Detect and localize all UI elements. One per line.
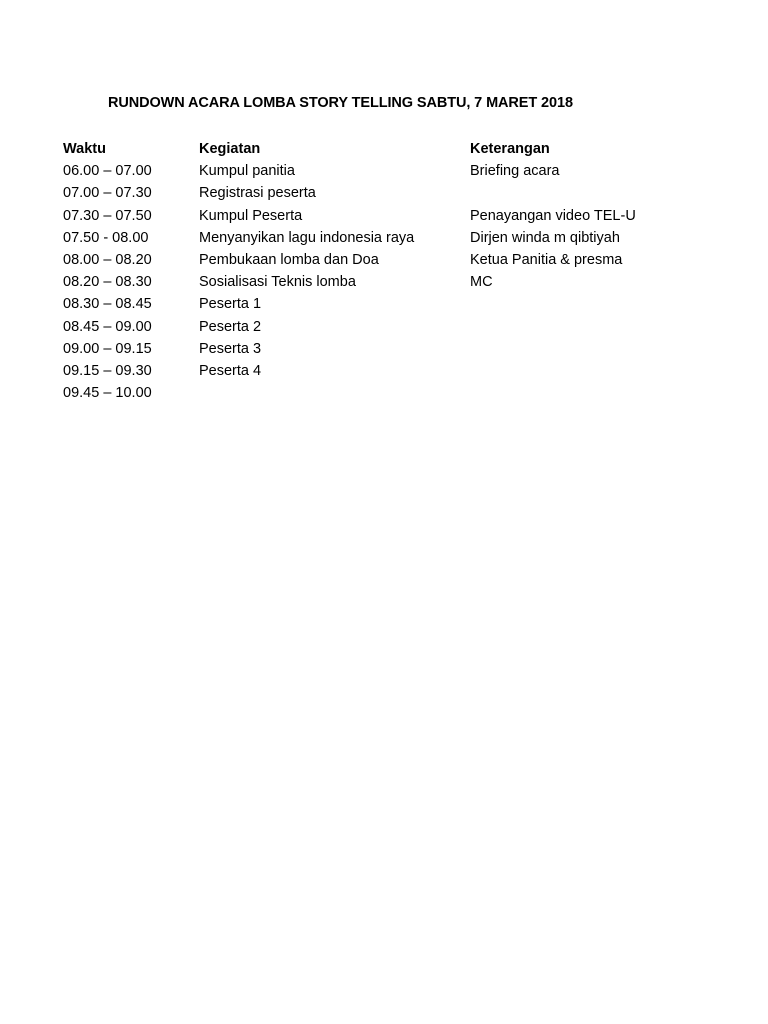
table-row bbox=[63, 249, 670, 271]
cell-note bbox=[470, 382, 670, 404]
cell-activity: Kumpul Peserta bbox=[199, 207, 303, 224]
cell-time: 09.45 – 10.00 bbox=[63, 385, 152, 402]
cell-note: MC bbox=[470, 274, 493, 291]
cell-time: 09.00 – 09.15 bbox=[63, 340, 152, 357]
cell-activity: Pembukaan lomba dan Doa bbox=[199, 252, 379, 269]
table-row bbox=[63, 205, 670, 227]
cell-activity: Peserta 3 bbox=[199, 340, 262, 357]
cell-note: Ketua Panitia & presma bbox=[470, 252, 623, 269]
header-note: Keterangan bbox=[470, 141, 550, 157]
cell-activity: Kumpul panitia bbox=[199, 163, 295, 180]
cell-time: 07.50 - 08.00 bbox=[63, 229, 149, 246]
cell-time: 06.00 – 07.00 bbox=[63, 163, 152, 180]
cell-time: 08.45 – 09.00 bbox=[63, 318, 152, 335]
header-activity: Kegiatan bbox=[199, 141, 261, 157]
cell-note bbox=[470, 293, 670, 315]
cell-note: Penayangan video TEL-U bbox=[470, 207, 636, 224]
table-row bbox=[63, 160, 670, 182]
table-row bbox=[63, 360, 670, 382]
cell-activity: Menyanyikan lagu indonesia raya bbox=[199, 229, 415, 246]
cell-note bbox=[470, 182, 670, 204]
cell-note: Briefing acara bbox=[470, 163, 560, 180]
cell-note bbox=[470, 338, 670, 360]
cell-activity: Registrasi peserta bbox=[199, 185, 316, 202]
table-row bbox=[63, 382, 670, 404]
table-row bbox=[63, 316, 670, 338]
cell-activity bbox=[199, 382, 470, 404]
cell-note: Dirjen winda m qibtiyah bbox=[470, 229, 620, 246]
cell-time: 07.30 – 07.50 bbox=[63, 207, 152, 224]
cell-time: 08.00 – 08.20 bbox=[63, 252, 152, 269]
cell-activity: Sosialisasi Teknis lomba bbox=[199, 274, 356, 291]
cell-time: 09.15 – 09.30 bbox=[63, 363, 152, 380]
table-row bbox=[63, 338, 670, 360]
cell-activity: Peserta 1 bbox=[199, 296, 262, 313]
cell-activity: Peserta 2 bbox=[199, 318, 262, 335]
cell-time: 07.00 – 07.30 bbox=[63, 185, 152, 202]
table-header-row bbox=[63, 138, 670, 160]
table-row bbox=[63, 182, 670, 204]
table-row bbox=[63, 271, 670, 293]
cell-note bbox=[470, 360, 670, 382]
cell-activity: Peserta 4 bbox=[199, 363, 262, 380]
header-time: Waktu bbox=[63, 141, 106, 157]
rundown-table bbox=[63, 138, 670, 404]
cell-time: 08.30 – 08.45 bbox=[63, 296, 152, 313]
cell-time: 08.20 – 08.30 bbox=[63, 274, 152, 291]
table-row bbox=[63, 227, 670, 249]
document-title: RUNDOWN ACARA LOMBA STORY TELLING SABTU, 7 MARET 2018 bbox=[108, 95, 573, 111]
cell-note bbox=[470, 316, 670, 338]
table-row bbox=[63, 293, 670, 315]
